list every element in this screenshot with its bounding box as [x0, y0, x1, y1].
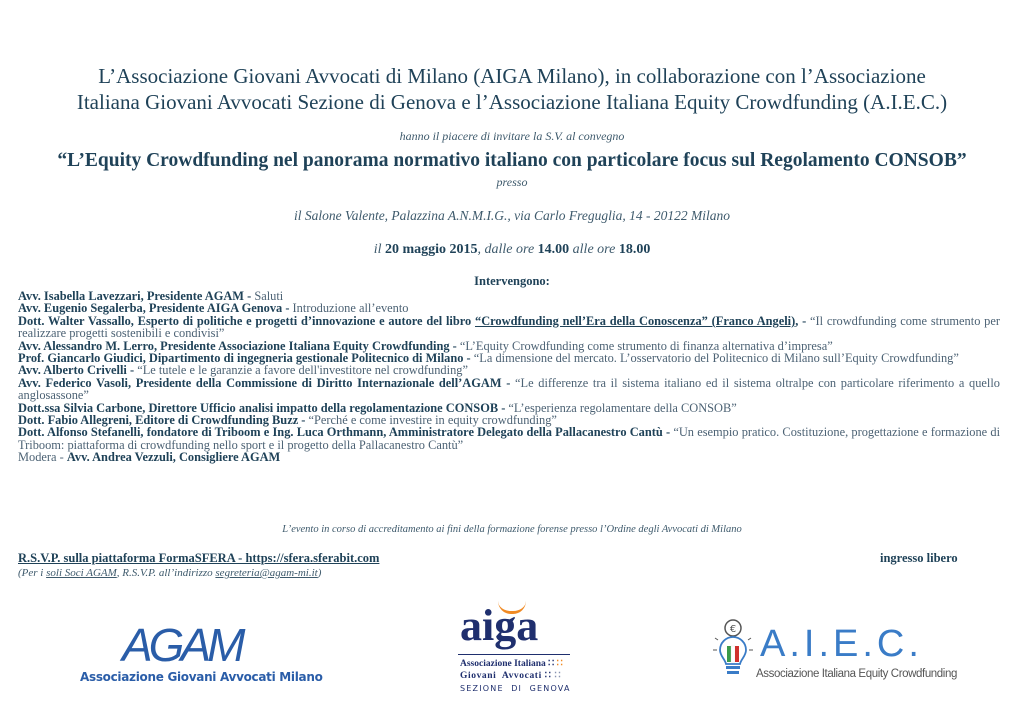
from-label: , dalle ore: [477, 242, 535, 257]
start-time: 14.00: [537, 242, 570, 257]
event-title: “L’Equity Crowdfunding nel panorama normativo italiano con particolare focus sul Regolamento CONSOB”: [57, 150, 967, 171]
email-link[interactable]: segreteria@agam-mi.it: [215, 567, 318, 579]
speaker-name: Avv. Federico Vasoli, Presidente della Commissione di Diritto Internazionale dell’AGAM -: [18, 375, 511, 390]
note-mid: , R.S.V.P. all’indirizzo: [116, 567, 216, 579]
speaker-talk: “Un esempio pratico. Costituzione, progettazione e formazione di Triboom: piattaforma di crowdfunding nello sport e il progetto della Pallacanestro Cantù”: [18, 425, 1001, 452]
event-date: 20 maggio 2015: [384, 242, 478, 257]
members-link[interactable]: soli Soci AGAM: [46, 567, 117, 579]
moderator-name: Avv. Andrea Vezzuli, Consigliere AGAM: [66, 450, 281, 465]
speaker-name: Avv. Alessandro M. Lerro, Presidente Associazione Italiana Equity Crowdfunding -: [18, 338, 457, 353]
aiga-line-1: Associazione Italiana ∷ ∷: [460, 659, 563, 669]
aiga-divider: [458, 654, 570, 655]
speaker-item: [18, 315, 1000, 340]
presso-label: presso: [496, 175, 528, 189]
speaker-name: Dott.ssa Silvia Carbone, Direttore Ufficio analisi impatto della regolamentazione CONSOB -: [18, 400, 506, 415]
lightbulb-icon: [710, 616, 756, 686]
header-line-2: Italiana Giovani Avvocati Sezione di Genova e l’Associazione Italiana Equity Crowdfunding (A.I.E.C.): [76, 90, 948, 114]
rsvp-members-note: [18, 567, 321, 579]
speaker-talk: Saluti: [251, 289, 284, 303]
note-suffix: ): [317, 567, 322, 579]
speakers-heading: Intervengono:: [474, 274, 550, 288]
speaker-item: [18, 426, 1000, 451]
speaker-name: Avv. Isabella Lavezzari, Presidente AGAM -: [18, 289, 252, 303]
note-prefix: (Per i: [18, 567, 47, 579]
speaker-talk: “Le tutele e le garanzie a favore dell'investitore nel crowdfunding”: [134, 363, 468, 378]
speaker-talk: “L’esperienza regolamentare della CONSOB”: [505, 400, 737, 415]
speaker-name-tail: , -: [795, 313, 807, 328]
aiec-mark: A.I.E.C.: [760, 623, 923, 665]
aiga-mark: aiga: [460, 601, 539, 650]
speaker-name: Dott. Alfonso Stefanelli, fondatore di Triboom e Ing. Luca Orthmann, Amministratore Delegato della Pallacanestro Cantù -: [18, 425, 671, 440]
agam-logo: [80, 619, 323, 692]
event-location: il Salone Valente, Palazzina A.N.M.I.G., via Carlo Freguglia, 14 - 20122 Milano: [293, 208, 731, 223]
speaker-name: Avv. Eugenio Segalerba, Presidente AIGA Genova -: [18, 301, 290, 316]
speaker-talk: “Perché e come investire in equity crowdfunding”: [305, 413, 557, 428]
speaker-name: Prof. Giancarlo Giudici, Dipartimento di ingegneria gestionale Politecnico di Milano -: [18, 351, 471, 366]
aiec-caption: Associazione Italiana Equity Crowdfunding: [756, 668, 957, 680]
date-prefix: il: [373, 242, 382, 257]
invite-text: hanno il piacere di invitare la S.V. al convegno: [399, 129, 625, 143]
entry-note: ingresso libero: [880, 551, 958, 565]
agam-mark: AGAM: [122, 619, 242, 671]
aiga-line-3: SEZIONE DI GENOVA: [460, 684, 571, 693]
header-line-1: L’Associazione Giovani Avvocati di Milano (AIGA Milano), in collaborazione con l’Associazione: [98, 64, 926, 88]
book-link[interactable]: “Crowdfunding nell’Era della Conoscenza” (Franco Angeli): [475, 313, 796, 328]
speaker-name: Dott. Walter Vassallo, Esperto di politiche e progetti d’innovazione e autore del libro: [18, 313, 476, 328]
end-time: 18.00: [618, 242, 651, 257]
speaker-talk: “Il crowdfunding come strumento per realizzare progetti sostenibili e condivisi”: [18, 313, 1000, 341]
agam-caption: Associazione Giovani Avvocati Milano: [80, 670, 323, 684]
speaker-talk: “L’Equity Crowdfunding come strumento di finanza alternativa d’impresa”: [456, 338, 833, 353]
rsvp-link[interactable]: R.S.V.P. sulla piattaforma FormaSFERA - https://sfera.sferabit.com: [18, 551, 380, 565]
speaker-name: Dott. Fabio Allegreni, Editore di Crowdfunding Buzz -: [18, 413, 306, 428]
aiga-logo: [458, 600, 573, 700]
aiga-line-2: Giovani Avvocati ∷ ∷: [460, 671, 562, 681]
speaker-item: [18, 377, 1000, 402]
to-label: alle ore: [572, 242, 616, 257]
speakers-list: [18, 290, 1000, 464]
moderator-label: Modera -: [18, 450, 67, 465]
event-date-line: [0, 242, 1024, 258]
speaker-talk: “Le differenze tra il sistema italiano ed il sistema oltralpe con particolare riferimento a quello anglosassone”: [18, 375, 1000, 403]
moderator-item: [18, 451, 1000, 463]
accreditation-note: L’evento in corso di accreditamento ai fini della formazione forense presso l’Ordine degli Avvocati di Milano: [282, 524, 742, 535]
speaker-name: Avv. Alberto Crivelli -: [18, 363, 135, 378]
speaker-talk: Introduzione all’evento: [289, 301, 409, 316]
svg-text:€: €: [729, 624, 737, 635]
aiec-logo: [710, 616, 957, 686]
speaker-talk: “La dimensione del mercato. L’osservatorio del Politecnico di Milano sull’Equity Crowdfunding”: [470, 351, 959, 366]
